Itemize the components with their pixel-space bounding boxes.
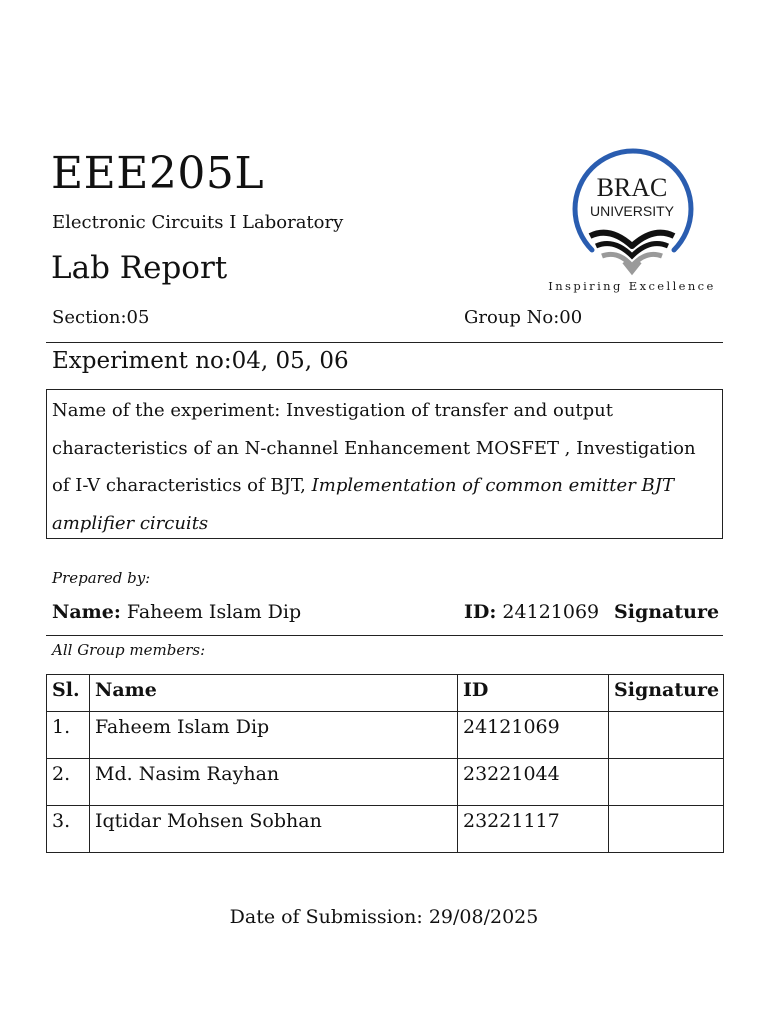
id-value: 24121069 — [496, 601, 600, 623]
column-header-id: ID — [458, 675, 609, 712]
date-of-submission: Date of Submission: 29/08/2025 — [229, 906, 539, 928]
cell-signature — [609, 806, 724, 853]
column-header-signature: Signature — [609, 675, 724, 712]
table-row — [47, 712, 724, 759]
cell-sl: 1. — [47, 712, 90, 759]
cell-id: 23221117 — [458, 806, 609, 853]
divider — [46, 342, 723, 343]
cell-name: Faheem Islam Dip — [90, 712, 458, 759]
experiment-number: Experiment no:04, 05, 06 — [52, 348, 349, 374]
name-value: Faheem Islam Dip — [120, 601, 302, 623]
open-book-icon — [590, 233, 674, 272]
course-code: EEE205L — [51, 148, 265, 199]
logo-tagline: Inspiring Excellence — [548, 279, 716, 293]
group-members-label: All Group members: — [52, 641, 206, 659]
cell-signature — [609, 759, 724, 806]
preparer-signature-label: Signature — [614, 601, 720, 623]
cell-id: 24121069 — [458, 712, 609, 759]
prepared-by-label: Prepared by: — [52, 569, 151, 587]
experiment-name-box — [46, 389, 723, 539]
report-type: Lab Report — [51, 250, 228, 286]
table-row — [47, 759, 724, 806]
logo-university-text: UNIVERSITY — [589, 203, 675, 219]
table-header-row — [47, 675, 724, 712]
cell-sl: 2. — [47, 759, 90, 806]
cell-name: Iqtidar Mohsen Sobhan — [90, 806, 458, 853]
column-header-sl: Sl. — [47, 675, 90, 712]
group-label: Group No:00 — [464, 307, 583, 328]
table-row — [47, 806, 724, 853]
brac-university-logo — [540, 140, 724, 300]
section-label: Section:05 — [52, 307, 150, 328]
experiment-name-italic: Implementation of common emitter BJT amplifier circuits — [52, 475, 674, 534]
preparer-id — [464, 598, 599, 626]
divider — [46, 635, 723, 636]
logo-brac-text: BRAC — [596, 173, 668, 202]
id-label: ID: — [464, 601, 497, 623]
preparer-name — [52, 598, 301, 626]
column-header-name: Name — [90, 675, 458, 712]
name-label: Name: — [52, 601, 121, 623]
group-members-table — [46, 674, 724, 853]
cell-name: Md. Nasim Rayhan — [90, 759, 458, 806]
experiment-name-text: Name of the experiment: Investigation of transfer and output characteristics of an N-channel Enhancement MOSFET , Investigation of I-V characteristics of BJT, — [52, 400, 696, 496]
cell-sl: 3. — [47, 806, 90, 853]
course-name: Electronic Circuits I Laboratory — [52, 212, 344, 233]
cell-signature — [609, 712, 724, 759]
cell-id: 23221044 — [458, 759, 609, 806]
